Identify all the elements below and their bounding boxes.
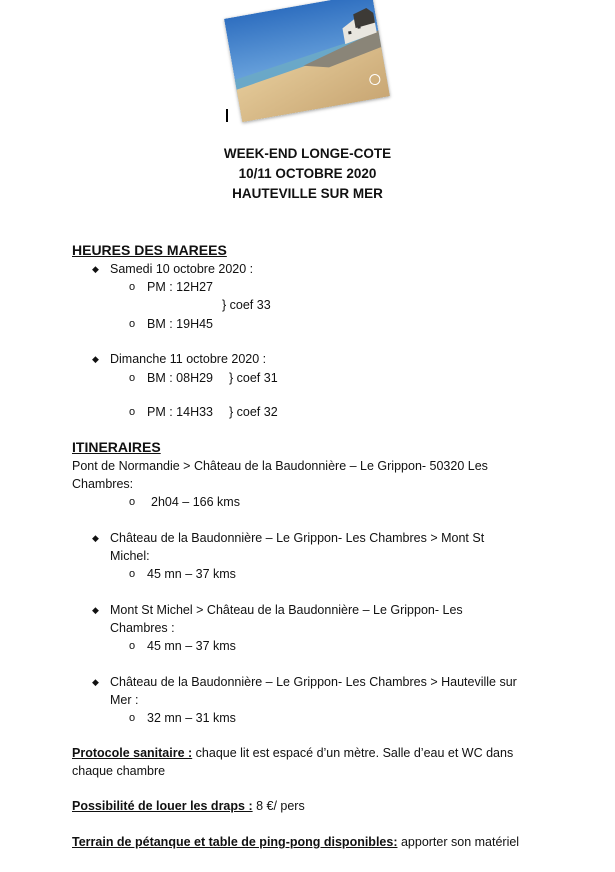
protocole-label: Protocole sanitaire : — [72, 746, 193, 760]
route3-detail: 45 mn – 37 kms — [147, 639, 236, 653]
diamond-bullet-icon: ◆ — [92, 354, 99, 364]
circle-bullet-icon: o — [129, 712, 136, 724]
marees-day2-bm-coef: } coef 31 — [229, 371, 278, 385]
diamond-bullet-icon: ◆ — [92, 533, 99, 543]
protocole-text: chaque lit est espacé d’un mètre. Salle d’eau et WC dans — [192, 746, 514, 760]
marees-day2-bm: BM : 08H29 — [147, 371, 214, 385]
draps-text: 8 €/ pers — [252, 799, 305, 813]
marees-day1-bm: BM : 19H45 — [147, 317, 214, 331]
route3-line1: Mont St Michel > Château de la Baudonnière – Le Grippon- Les — [110, 603, 463, 617]
diamond-bullet-icon: ◆ — [92, 264, 99, 274]
route2-detail: 45 mn – 37 kms — [147, 567, 236, 581]
circle-bullet-icon: o — [129, 640, 136, 652]
marees-heading: HEURES DES MAREES — [72, 242, 227, 258]
marees-day2-pm-coef: } coef 32 — [229, 405, 278, 419]
circle-bullet-icon: o — [129, 406, 136, 418]
route4-line1: Château de la Baudonnière – Le Grippon- Les Chambres > Hauteville sur — [110, 675, 517, 689]
text-cursor — [226, 109, 228, 122]
title-line-3: HAUTEVILLE SUR MER — [232, 186, 383, 201]
route2-line1: Château de la Baudonnière – Le Grippon- Les Chambres > Mont St — [110, 531, 485, 545]
circle-bullet-icon: o — [129, 281, 136, 293]
circle-bullet-icon: o — [129, 496, 136, 508]
marees-day2-pm: PM : 14H33 — [147, 405, 214, 419]
terrain-label: Terrain de pétanque et table de ping-pong disponibles: — [72, 835, 398, 849]
circle-bullet-icon: o — [129, 372, 136, 384]
itineraires-heading: ITINERAIRES — [72, 439, 161, 455]
diamond-bullet-icon: ◆ — [92, 677, 99, 687]
protocole-text-2: chaque chambre — [72, 764, 166, 778]
marees-day1-pm: PM : 12H27 — [147, 280, 214, 294]
route2-line2: Michel: — [110, 549, 150, 563]
route1-line1: Pont de Normandie > Château de la Baudonnière – Le Grippon- 50320 Les — [72, 459, 488, 473]
beach-image — [224, 0, 390, 122]
draps-label: Possibilité de louer les draps : — [72, 799, 253, 813]
marees-day1: Samedi 10 octobre 2020 : — [110, 262, 254, 276]
route3-line2: Chambres : — [110, 621, 175, 635]
route1-line2: Chambres: — [72, 477, 134, 491]
marees-day1-coef: } coef 33 — [222, 298, 271, 312]
circle-bullet-icon: o — [129, 318, 136, 330]
diamond-bullet-icon: ◆ — [92, 605, 99, 615]
protocole-line — [72, 746, 513, 760]
draps-line — [72, 799, 305, 813]
circle-bullet-icon: o — [129, 568, 136, 580]
beach-photo — [224, 0, 390, 122]
route1-detail: 2h04 – 166 kms — [151, 495, 240, 509]
terrain-line — [72, 835, 519, 849]
marees-day2: Dimanche 11 octobre 2020 : — [110, 352, 267, 366]
title-line-2: 10/11 OCTOBRE 2020 — [238, 166, 377, 181]
terrain-text: apporter son matériel — [397, 835, 520, 849]
route4-detail: 32 mn – 31 kms — [147, 711, 236, 725]
title-line-1: WEEK-END LONGE-COTE — [223, 146, 392, 161]
route4-line2: Mer : — [110, 693, 139, 707]
